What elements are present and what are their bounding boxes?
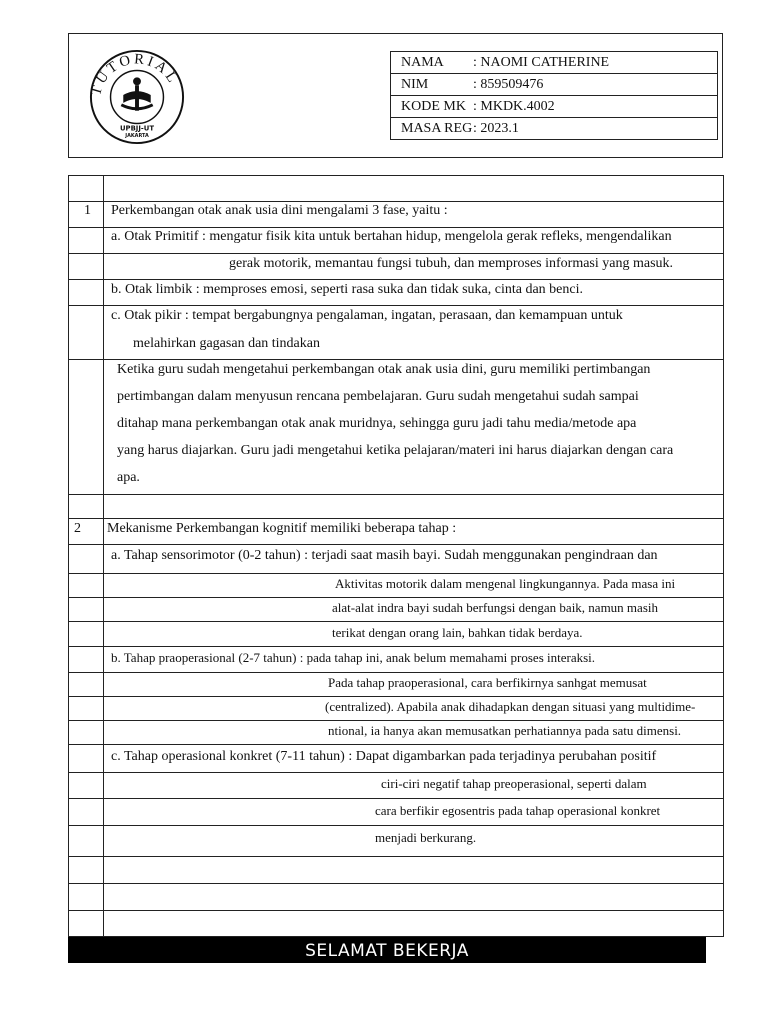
info-row-kode-mk xyxy=(391,96,718,118)
info-row-masa-reg xyxy=(391,118,718,140)
table-row xyxy=(68,825,724,826)
q2-item-c-line2: ciri-ciri negatif tahap preoperasional, seperti dalam xyxy=(381,776,647,791)
q1-paragraph-line3: ditahap mana perkembangan otak anak muridnya, sehingga guru jadi tahu media/metode apa xyxy=(117,416,637,431)
q1-item-a-line1: a. Otak Primitif : mengatur fisik kita untuk bertahan hidup, mengelola gerak refleks, mengendalikan xyxy=(111,229,672,244)
table-row xyxy=(68,772,724,773)
table-row xyxy=(68,744,724,745)
table-row xyxy=(68,910,724,911)
q1-item-c-line2: melahirkan gagasan dan tindakan xyxy=(133,336,320,351)
table-row xyxy=(68,621,724,622)
svg-text:TUTORIAL xyxy=(88,51,182,97)
table-row xyxy=(68,494,724,495)
info-row-nama xyxy=(391,52,718,74)
q2-item-b-line4: ntional, ia hanya akan memusatkan perhatiannya pada satu dimensi. xyxy=(328,723,682,738)
info-key: NAMA xyxy=(391,52,474,74)
q2-item-a-line4: terikat dengan orang lain, bahkan tidak berdaya. xyxy=(332,625,583,640)
q2-item-a-line1: a. Tahap sensorimotor (0-2 tahun) : terjadi saat masih bayi. Sudah menggunakan pengindraan dan xyxy=(111,548,658,563)
q2-item-b-line2: Pada tahap praoperasional, cara berfikirnya sanhgat memusat xyxy=(328,675,647,690)
q2-item-c-line4: menjadi berkurang. xyxy=(375,830,477,845)
q2-item-c-line1: c. Tahap operasional konkret (7-11 tahun) : Dapat digambarkan pada terjadinya perubahan positif xyxy=(111,749,657,764)
info-key: NIM xyxy=(391,74,474,96)
q2-item-b-line3: (centralized). Apabila anak dihadapkan dengan situasi yang multidime- xyxy=(325,699,696,714)
number-column-divider xyxy=(103,175,104,937)
q2-intro: Mekanisme Perkembangan kognitif memiliki beberapa tahap : xyxy=(107,521,457,536)
table-row xyxy=(68,720,724,721)
q2-item-a-line3: alat-alat indra bayi sudah berfungsi dengan baik, namun masih xyxy=(332,600,658,615)
info-value: : MKDK.4002 xyxy=(473,96,718,118)
info-row-nim xyxy=(391,74,718,96)
table-row xyxy=(68,544,724,545)
table-row xyxy=(68,573,724,574)
q2-item-a-line2: Aktivitas motorik dalam mengenal lingkungannya. Pada masa ini xyxy=(335,576,676,591)
footer-banner: SELAMAT BEKERJA xyxy=(68,937,706,963)
table-row xyxy=(68,305,724,306)
logo-sub2: JAKARTA xyxy=(125,133,149,140)
table-row xyxy=(68,646,724,647)
table-row xyxy=(68,227,724,228)
tutorial-logo xyxy=(88,48,186,146)
info-value: : 2023.1 xyxy=(473,118,718,140)
question-number-2: 2 xyxy=(74,521,81,536)
table-row xyxy=(68,883,724,884)
q1-paragraph-line2: pertimbangan dalam menyusun rencana pembelajaran. Guru sudah mengetahui sudah sampai xyxy=(117,389,639,404)
table-row xyxy=(68,672,724,673)
q2-item-b-line1: b. Tahap praoperasional (2-7 tahun) : pada tahap ini, anak belum memahami proses interaksi. xyxy=(111,650,596,665)
info-value: : 859509476 xyxy=(473,74,718,96)
table-row xyxy=(68,856,724,857)
table-row xyxy=(68,597,724,598)
table-row xyxy=(68,359,724,360)
logo-sub1: UPBJJ-UT xyxy=(119,124,155,133)
table-row xyxy=(68,798,724,799)
info-key: MASA REG xyxy=(391,118,474,140)
table-row xyxy=(68,253,724,254)
table-row xyxy=(68,696,724,697)
q1-item-b: b. Otak limbik : memproses emosi, seperti rasa suka dan tidak suka, cinta dan benci. xyxy=(111,282,583,297)
student-info-table xyxy=(390,51,718,140)
q1-intro: Perkembangan otak anak usia dini mengalami 3 fase, yaitu : xyxy=(111,203,448,218)
q2-item-c-line3: cara berfikir egosentris pada tahap operasional konkret xyxy=(375,803,661,818)
table-row xyxy=(68,201,724,202)
table-row xyxy=(68,518,724,519)
q1-paragraph-line4: yang harus diajarkan. Guru jadi mengetahui ketika pelajaran/materi ini harus diajarkan dengan cara xyxy=(117,443,674,458)
q1-paragraph-line5: apa. xyxy=(117,470,140,485)
q1-item-c-line1: c. Otak pikir : tempat bergabungnya pengalaman, ingatan, perasaan, dan kemampuan untuk xyxy=(111,308,623,323)
table-row xyxy=(68,279,724,280)
q1-item-a-line2: gerak motorik, memantau fungsi tubuh, dan memproses informasi yang masuk. xyxy=(229,256,674,271)
logo-ring-text: TUTORIAL xyxy=(88,51,182,98)
q1-paragraph-line1: Ketika guru sudah mengetahui perkembangan otak anak usia dini, guru memiliki pertimbangan xyxy=(117,362,651,377)
question-number-1: 1 xyxy=(84,203,91,218)
info-key: KODE MK xyxy=(391,96,474,118)
info-value: : NAOMI CATHERINE xyxy=(473,52,718,74)
